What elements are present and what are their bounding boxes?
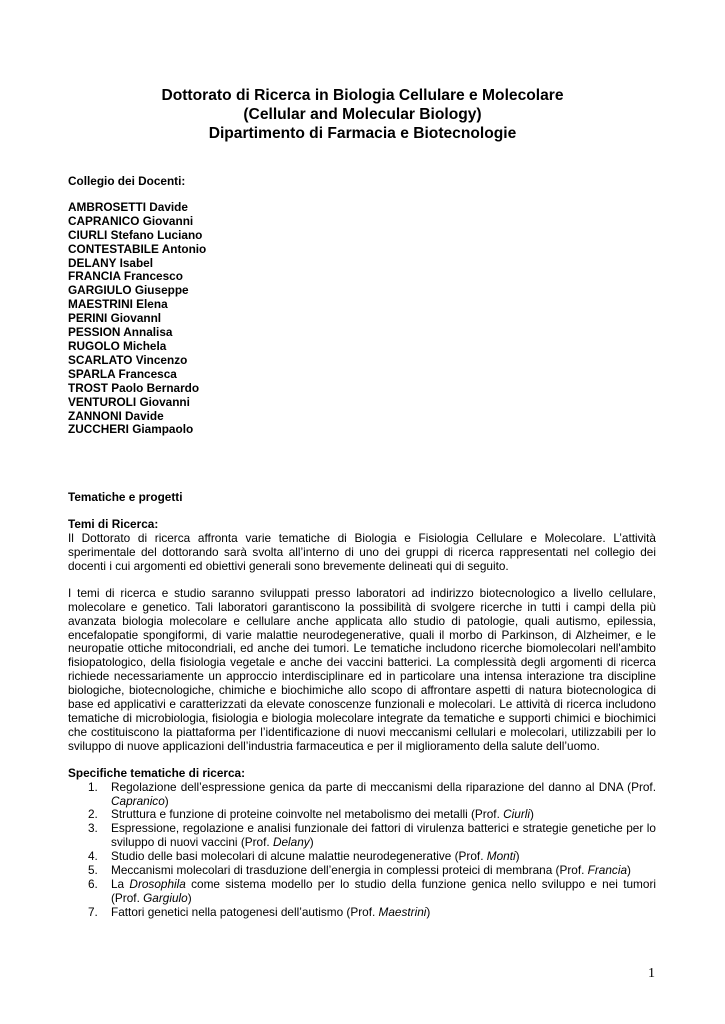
topic-professor: Maestrini <box>378 904 427 919</box>
topic-text: Studio delle basi molecolari di alcune malattie neurodegenerative (Prof. <box>111 849 487 864</box>
research-topic-item <box>68 906 656 920</box>
topic-text: come sistema modello per lo studio della funzione genica nello sviluppo e nei tumori (Prof. <box>111 876 656 905</box>
list-number: 4. <box>88 849 98 864</box>
topic-professor: Monti <box>486 849 516 864</box>
topic-professor: Ciurli <box>503 807 530 822</box>
research-topic-item <box>68 850 656 864</box>
faculty-member: CIURLI Stefano Luciano <box>68 227 203 242</box>
tematiche-heading: Tematiche e progetti <box>68 490 183 505</box>
faculty-member: DELANY Isabel <box>68 255 154 270</box>
list-number: 6. <box>88 876 98 891</box>
topic-professor: Delany <box>272 835 310 850</box>
faculty-member: TROST Paolo Bernardo <box>68 380 200 395</box>
faculty-member: MAESTRINI Elena <box>68 297 168 312</box>
faculty-member: GARGIULO Giuseppe <box>68 283 189 298</box>
topic-text-suffix: ) <box>530 807 534 822</box>
topic-text: Fattori genetici nella patogenesi dell’autismo (Prof. <box>111 904 379 919</box>
faculty-member: AMBROSETTI Davide <box>68 199 188 214</box>
document-title <box>0 86 725 143</box>
list-number: 7. <box>88 904 98 919</box>
title-line-1: Dottorato di Ricerca in Biologia Cellulare e Molecolare <box>161 87 564 104</box>
document-body <box>68 175 656 920</box>
research-paragraph: I temi di ricerca e studio saranno sviluppati presso laboratori ad indirizzo biotecnologico a livello cellulare, molecolare e genetico. Tali laboratori garantiscono la possibilità di svolgere ricerche in tutti i campi della più avanzata biologia molecolare e cellulare anche applicata allo studio di patologie, quali autismo, epilessia, encefalopatie spongiformi, di varie malattie neurodegenerative, quali il morbo di Parkinson, di Alzheimer, e le neuropatie ottiche mitocondriali, ed anche dei tumori. Le tematiche includono ricerche biomolecolari nell'ambito fisiopatologico, della fisiologia vegetale e anche dei vaccini batterici. La complessità degli argomenti di ricerca richiede necessariamente un approccio interdisciplinare ed in particolare una intensa interazione tra discipline biologiche, biotecnologiche, chimiche e biochimiche allo scopo di affrontare aspetti di natura biotecnologica di base ed applicativi e caratterizzati da elevate conoscenze funzionali e molecolari. Le attività di ricerca includono tematiche di microbiologia, fisiologia e biologia molecolare integrate da tematiche e supporti chimici e biochimici che costituiscono la piattaforma per l’identificazione di nuovi meccanismi cellulari e molecolari, utilizzabili per lo sviluppo di nuove applicazioni dell’industria farmaceutica e per il miglioramento della salute dell’uomo. <box>68 585 656 753</box>
topic-text: Regolazione dell’espressione genica da parte di meccanismi della riparazione del danno al DNA (Prof. <box>111 779 656 794</box>
faculty-member: FRANCIA Francesco <box>68 269 183 284</box>
topic-text-suffix: ) <box>187 890 192 905</box>
faculty-member: VENTUROLI Giovanni <box>68 394 190 409</box>
research-topic-item <box>68 878 656 906</box>
research-topic-item <box>68 808 656 822</box>
faculty-member: ZANNONI Davide <box>68 408 164 423</box>
topic-text: Struttura e funzione di proteine coinvolte nel metabolismo dei metalli (Prof. <box>111 807 504 822</box>
specifiche-heading: Specifiche tematiche di ricerca: <box>68 765 246 780</box>
topic-text-prefix: La <box>111 876 130 891</box>
topic-text-suffix: ) <box>426 904 431 919</box>
faculty-member: CONTESTABILE Antonio <box>68 241 207 256</box>
faculty-member: ZUCCHERI Giampaolo <box>68 422 194 437</box>
temi-heading: Temi di Ricerca: <box>68 517 159 532</box>
topic-text-suffix: ) <box>515 849 520 864</box>
topic-text-suffix: ) <box>627 863 631 878</box>
faculty-member: RUGOLO Michela <box>68 338 167 353</box>
faculty-member: CAPRANICO Giovanni <box>68 213 194 228</box>
research-topics-list <box>68 781 656 920</box>
topic-professor: Capranico <box>111 793 165 808</box>
collegio-heading: Collegio dei Docenti: <box>68 174 186 188</box>
topic-text-suffix: ) <box>309 835 314 850</box>
topic-text-suffix: ) <box>164 793 169 808</box>
faculty-member: SCARLATO Vincenzo <box>68 352 188 367</box>
list-number: 3. <box>88 821 98 836</box>
research-topic-item <box>68 822 656 850</box>
faculty-member: PESSION Annalisa <box>68 325 173 340</box>
topic-organism: Drosophila <box>129 876 186 891</box>
research-topic-item <box>68 781 656 809</box>
research-topic-item <box>68 864 656 878</box>
title-line-3: Dipartimento di Farmacia e Biotecnologie <box>208 125 517 142</box>
faculty-member: PERINI Giovannl <box>68 311 162 326</box>
list-number: 2. <box>88 807 98 822</box>
faculty-list <box>68 201 656 437</box>
topic-professor: Gargiulo <box>143 890 188 905</box>
topic-text: Meccanismi molecolari di trasduzione dell’energia in complessi proteici di membrana (Prof. <box>111 863 588 878</box>
list-number: 5. <box>88 863 98 878</box>
topic-professor: Francia <box>587 863 628 878</box>
list-number: 1. <box>88 779 98 794</box>
intro-paragraph: Il Dottorato di ricerca affronta varie tematiche di Biologia e Fisiologia Cellulare e Molecolare. L’attività sperimentale del dottorando sarà svolta all’interno di uno dei gruppi di ricerca rappresentati nel collegio dei docenti i cui argomenti ed obiettivi generali sono brevemente delineati qui di seguito. <box>68 531 656 573</box>
page-number: 1 <box>648 966 655 981</box>
title-line-2: (Cellular and Molecular Biology) <box>243 106 482 123</box>
faculty-member: SPARLA Francesca <box>68 366 177 381</box>
topic-text: Espressione, regolazione e analisi funzionale dei fattori di virulenza batterici e strategie genetiche per lo sviluppo di nuovi vaccini (Prof. <box>111 821 656 850</box>
